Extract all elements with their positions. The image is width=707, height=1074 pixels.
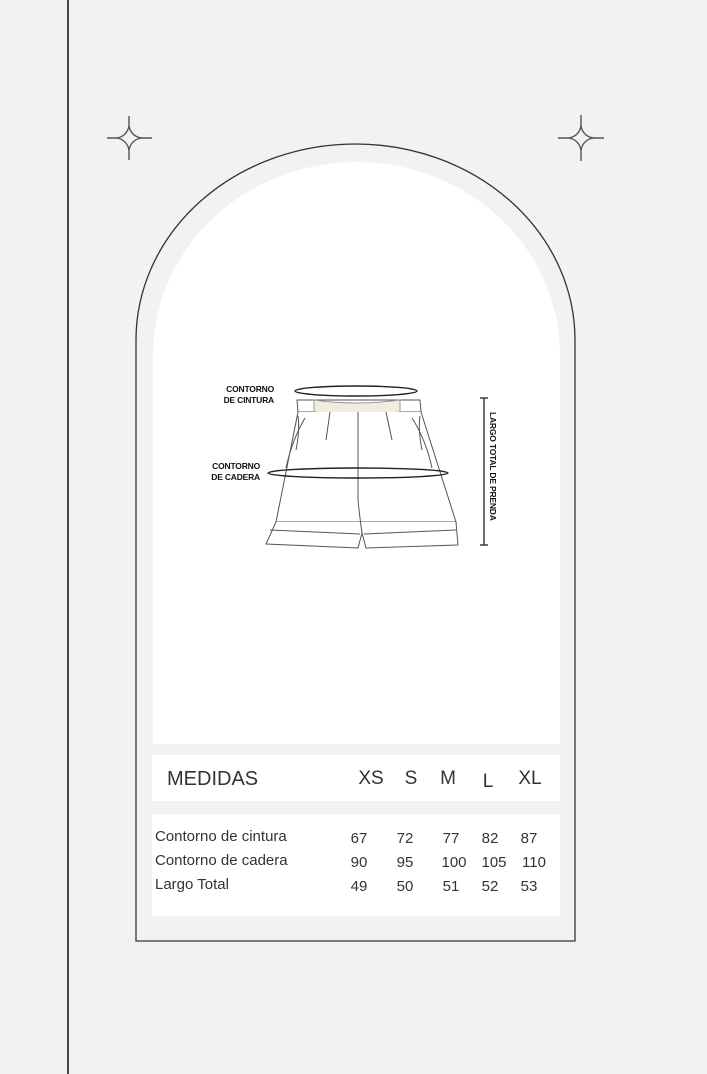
table-row <box>152 852 560 874</box>
cell-value: 110 <box>522 854 546 871</box>
size-header-row <box>152 755 560 801</box>
cell-value: 105 <box>481 854 507 871</box>
size-header-m: M <box>440 768 456 789</box>
cell-value: 87 <box>520 830 538 847</box>
row-label: Largo Total <box>155 876 229 893</box>
cell-value: 52 <box>481 878 499 895</box>
measures-title: MEDIDAS <box>167 768 259 790</box>
waist-label: CONTORNO DE CINTURA <box>223 384 274 405</box>
cell-value: 72 <box>396 830 414 847</box>
cell-value: 49 <box>350 878 368 895</box>
cell-value: 77 <box>442 830 460 847</box>
row-label: Contorno de cadera <box>155 852 288 869</box>
size-header-l: L <box>482 771 494 792</box>
length-label: LARGO TOTAL DE PRENDA <box>488 412 498 521</box>
size-header-s: S <box>404 768 418 789</box>
measurements-table <box>152 814 560 916</box>
cell-value: 90 <box>350 854 368 871</box>
row-label: Contorno de cintura <box>155 828 287 845</box>
cell-value: 100 <box>441 854 467 871</box>
cell-value: 82 <box>481 830 499 847</box>
size-header-xl: XL <box>518 768 542 789</box>
cell-value: 50 <box>396 878 414 895</box>
hip-label: CONTORNO DE CADERA <box>211 461 260 482</box>
table-row <box>152 828 560 850</box>
cell-value: 51 <box>442 878 460 895</box>
table-row <box>152 876 560 898</box>
cell-value: 67 <box>350 830 368 847</box>
cell-value: 95 <box>396 854 414 871</box>
sparkle-icon-right <box>558 115 604 161</box>
sparkle-icon-left <box>107 116 152 160</box>
size-header-xs: XS <box>358 768 384 789</box>
cell-value: 53 <box>520 878 538 895</box>
